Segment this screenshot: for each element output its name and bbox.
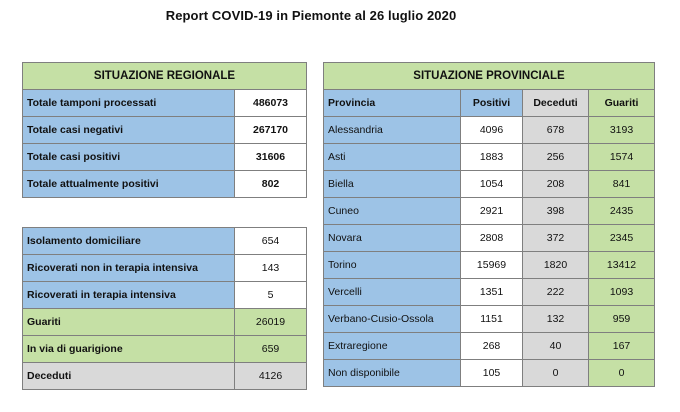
cell-positivi: 105 bbox=[461, 360, 523, 387]
report-title: Report COVID-19 in Piemonte al 26 luglio 2020 bbox=[165, 8, 457, 23]
row-label: Guariti bbox=[23, 309, 235, 336]
table-row bbox=[23, 336, 307, 363]
table-row bbox=[23, 255, 307, 282]
table-row bbox=[324, 360, 655, 387]
cell-positivi: 1151 bbox=[461, 306, 523, 333]
cell-guariti: 3193 bbox=[589, 117, 655, 144]
column-header-row bbox=[324, 90, 655, 117]
cell-deceduti: 1820 bbox=[523, 252, 589, 279]
table-row bbox=[324, 279, 655, 306]
provincial-header: SITUAZIONE PROVINCIALE bbox=[324, 63, 655, 90]
cell-guariti: 959 bbox=[589, 306, 655, 333]
cell-provincia: Biella bbox=[324, 171, 461, 198]
table-row bbox=[23, 282, 307, 309]
cell-deceduti: 132 bbox=[523, 306, 589, 333]
column-header-provincia: Provincia bbox=[324, 90, 461, 117]
cell-deceduti: 372 bbox=[523, 225, 589, 252]
column-header-positivi: Positivi bbox=[461, 90, 523, 117]
cell-positivi: 1351 bbox=[461, 279, 523, 306]
column-header-guariti: Guariti bbox=[589, 90, 655, 117]
row-value: 5 bbox=[235, 282, 307, 309]
table-row bbox=[324, 252, 655, 279]
cell-provincia: Vercelli bbox=[324, 279, 461, 306]
cell-provincia: Non disponibile bbox=[324, 360, 461, 387]
cell-positivi: 4096 bbox=[461, 117, 523, 144]
row-label: Isolamento domiciliare bbox=[23, 228, 235, 255]
table-row bbox=[23, 171, 307, 198]
cell-guariti: 13412 bbox=[589, 252, 655, 279]
cell-guariti: 1574 bbox=[589, 144, 655, 171]
row-value: 143 bbox=[235, 255, 307, 282]
table-row bbox=[324, 225, 655, 252]
cell-deceduti: 256 bbox=[523, 144, 589, 171]
cell-positivi: 268 bbox=[461, 333, 523, 360]
spacer-row bbox=[23, 198, 307, 228]
row-value: 659 bbox=[235, 336, 307, 363]
cell-deceduti: 0 bbox=[523, 360, 589, 387]
regional-situation-table bbox=[22, 62, 307, 390]
table-row bbox=[23, 117, 307, 144]
cell-provincia: Verbano-Cusio-Ossola bbox=[324, 306, 461, 333]
table-row bbox=[324, 333, 655, 360]
cell-provincia: Extraregione bbox=[324, 333, 461, 360]
cell-deceduti: 40 bbox=[523, 333, 589, 360]
cell-provincia: Cuneo bbox=[324, 198, 461, 225]
cell-positivi: 2808 bbox=[461, 225, 523, 252]
cell-deceduti: 678 bbox=[523, 117, 589, 144]
table-row bbox=[324, 171, 655, 198]
cell-positivi: 1054 bbox=[461, 171, 523, 198]
cell-provincia: Asti bbox=[324, 144, 461, 171]
row-value: 26019 bbox=[235, 309, 307, 336]
table-row bbox=[23, 90, 307, 117]
cell-guariti: 1093 bbox=[589, 279, 655, 306]
column-header-deceduti: Deceduti bbox=[523, 90, 589, 117]
row-label: Totale casi negativi bbox=[23, 117, 235, 144]
row-label: Totale tamponi processati bbox=[23, 90, 235, 117]
table-row bbox=[324, 144, 655, 171]
table-row bbox=[23, 363, 307, 390]
table-row bbox=[23, 309, 307, 336]
cell-guariti: 2345 bbox=[589, 225, 655, 252]
cell-provincia: Torino bbox=[324, 252, 461, 279]
row-value: 486073 bbox=[235, 90, 307, 117]
cell-guariti: 841 bbox=[589, 171, 655, 198]
cell-deceduti: 208 bbox=[523, 171, 589, 198]
table-row bbox=[324, 117, 655, 144]
row-value: 4126 bbox=[235, 363, 307, 390]
cell-positivi: 1883 bbox=[461, 144, 523, 171]
cell-provincia: Novara bbox=[324, 225, 461, 252]
cell-positivi: 15969 bbox=[461, 252, 523, 279]
row-label: Ricoverati in terapia intensiva bbox=[23, 282, 235, 309]
table-row bbox=[324, 306, 655, 333]
cell-positivi: 2921 bbox=[461, 198, 523, 225]
table-row bbox=[23, 228, 307, 255]
table-row bbox=[23, 144, 307, 171]
row-value: 802 bbox=[235, 171, 307, 198]
cell-provincia: Alessandria bbox=[324, 117, 461, 144]
row-label: Ricoverati non in terapia intensiva bbox=[23, 255, 235, 282]
row-label: Deceduti bbox=[23, 363, 235, 390]
provincial-situation-table bbox=[323, 62, 655, 387]
row-label: Totale attualmente positivi bbox=[23, 171, 235, 198]
row-value: 267170 bbox=[235, 117, 307, 144]
cell-deceduti: 398 bbox=[523, 198, 589, 225]
row-label: In via di guarigione bbox=[23, 336, 235, 363]
row-value: 31606 bbox=[235, 144, 307, 171]
row-label: Totale casi positivi bbox=[23, 144, 235, 171]
cell-guariti: 0 bbox=[589, 360, 655, 387]
table-row bbox=[324, 198, 655, 225]
cell-guariti: 167 bbox=[589, 333, 655, 360]
regional-header: SITUAZIONE REGIONALE bbox=[23, 63, 307, 90]
row-value: 654 bbox=[235, 228, 307, 255]
cell-guariti: 2435 bbox=[589, 198, 655, 225]
cell-deceduti: 222 bbox=[523, 279, 589, 306]
